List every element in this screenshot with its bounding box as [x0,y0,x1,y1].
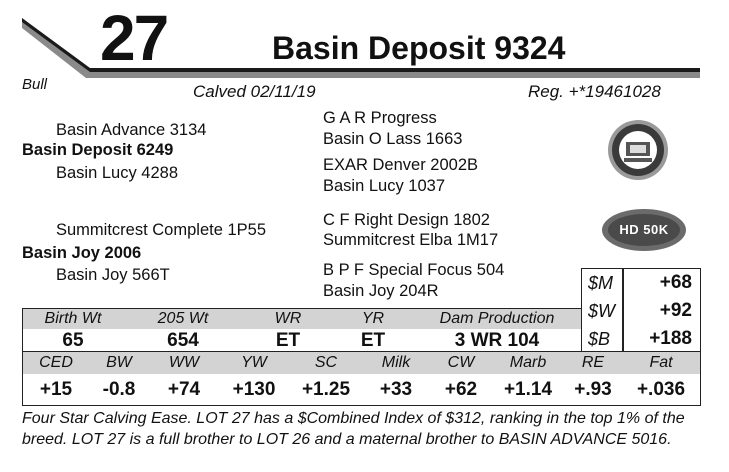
epd-header: Fat [649,354,673,371]
pedigree-dam-sire-dam: Summitcrest Elba 1M17 [323,231,499,249]
dollar-index-box [581,268,701,352]
performance-value: 65 [62,330,84,351]
pedigree-dam-sire: Summitcrest Complete 1P55 [56,221,266,239]
dollar-label: $B [588,329,611,349]
performance-header: WR [274,310,302,327]
dollar-value: +68 [659,272,692,293]
epd-header: RE [581,354,605,371]
epd-header: BW [106,354,132,371]
epd-value: -0.8 [102,379,136,400]
certified-seal-icon [606,118,670,182]
pedigree-dam-sire-sire: C F Right Design 1802 [323,211,490,229]
epd-value: +62 [444,379,478,400]
pedigree-sire-sire-dam: Basin O Lass 1663 [323,130,463,148]
epd-value: +.93 [574,379,612,400]
epd-value: +1.14 [503,379,553,400]
lot-number: 27 [100,2,168,74]
pedigree-dam-dam: Basin Joy 566T [56,266,170,284]
epd-value: +.036 [636,379,686,400]
performance-table [22,308,582,352]
epd-value: +130 [232,379,276,400]
pedigree-sire-dam: Basin Lucy 4288 [56,164,179,182]
epd-header: CW [447,354,475,371]
epd-header: WW [168,354,200,371]
dollar-label: $W [588,301,615,321]
performance-value: ET [360,330,386,351]
dollar-value: +92 [659,300,692,321]
pedigree-sire-sire-sire: G A R Progress [323,109,437,127]
dollar-value: +188 [649,328,692,349]
dollar-row-w [582,297,700,325]
dollar-label: $M [588,273,614,293]
hd50k-badge [601,208,687,252]
performance-value: ET [275,330,301,351]
animal-name: Basin Deposit 9324 [272,30,566,66]
pedigree-dam-dam-dam: Basin Joy 204R [323,282,439,300]
registration-number: Reg. +*19461028 [528,82,661,101]
epd-header: Milk [381,354,411,371]
epd-header: YW [241,354,267,371]
dollar-row-b [582,325,700,353]
performance-header: Dam Production [439,310,555,327]
pedigree-sire-dam-dam: Basin Lucy 1037 [323,177,446,195]
epd-value: +74 [167,379,201,400]
performance-value: 3 WR 104 [454,330,540,351]
animal-type-label: Bull [22,76,48,93]
performance-value: 654 [167,330,199,351]
epd-table [22,352,701,406]
pedigree-dam: Basin Joy 2006 [22,244,142,262]
pedigree-dam-dam-sire: B P F Special Focus 504 [323,261,505,279]
lot-notes: Four Star Calving Ease. LOT 27 has a $Combined Index of $312, ranking in the top 1% of the breed. LOT 27 is a full brother to LOT 26 and a maternal brother to BASIN ADVANCE 5016. [22,410,685,448]
dollar-row-m [582,269,700,297]
epd-value: +1.25 [301,379,351,400]
epd-value: +33 [379,379,413,400]
epd-header: SC [314,354,338,371]
performance-header: 205 Wt [157,310,209,327]
epd-value: +15 [39,379,73,400]
pedigree-sire-sire: Basin Advance 3134 [56,121,207,139]
epd-header: CED [39,354,73,371]
calved-date: Calved 02/11/19 [193,82,316,101]
hd50k-label: HD 50K [619,222,669,237]
epd-header: Marb [509,354,547,371]
pedigree-sire-dam-sire: EXAR Denver 2002B [323,156,479,174]
performance-header: Birth Wt [44,310,102,327]
performance-header: YR [361,310,385,327]
pedigree-sire: Basin Deposit 6249 [22,141,174,159]
